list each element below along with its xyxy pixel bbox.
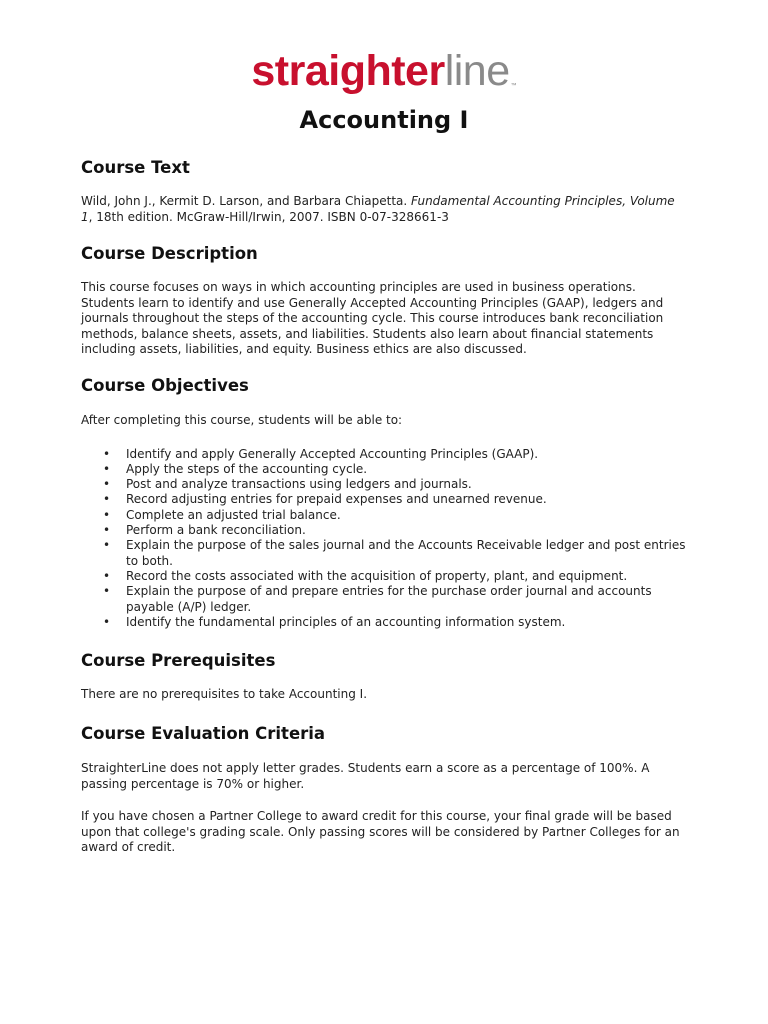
objectives-list	[81, 447, 691, 631]
list-item: • Record the costs associated with the acquisition of property, plant, and equipment.	[103, 568, 628, 583]
list-item: • Identify the fundamental principles of an accounting information system.	[103, 614, 566, 629]
straighterline-logo	[0, 47, 768, 95]
bullet-icon: •	[103, 584, 111, 599]
bullet-icon: •	[103, 538, 111, 553]
list-item: • Record adjusting entries for prepaid expenses and unearned revenue.	[103, 492, 547, 507]
bullet-icon: •	[103, 568, 111, 583]
citation-details: , 18th edition. McGraw-Hill/Irwin, 2007. ISBN 0-07-328661-3	[88, 209, 449, 224]
course-description-heading: Course Description	[81, 244, 258, 263]
bullet-icon: •	[103, 461, 111, 476]
course-prerequisites-section	[81, 651, 691, 703]
course-prerequisites-text: There are no prerequisites to take Accounting I.	[81, 687, 368, 701]
list-item: • Explain the purpose of and prepare entries for the purchase order journal and accounts payable (A/P) ledger.	[103, 584, 652, 614]
bullet-icon: •	[103, 492, 111, 507]
bullet-icon: •	[103, 477, 111, 492]
list-item: • Complete an adjusted trial balance.	[103, 507, 341, 522]
course-description-text: This course focuses on ways in which accounting principles are used in business operations. Students learn to identify and use Generally Accepted Accounting Principles (GAAP), ledgers and journals throughout the steps of the accounting cycle. This course introduces bank reconciliation methods, balance sheets, assets, and liabilities. Students also learn about financial statements including assets, liabilities, and equity. Business ethics are also discussed.	[81, 280, 664, 357]
bullet-icon: •	[103, 523, 111, 538]
course-evaluation-paragraph-1: StraighterLine does not apply letter grades. Students earn a score as a percentage of 100%. A passing percentage is 70% or higher.	[81, 761, 650, 791]
list-item: • Perform a bank reconciliation.	[103, 523, 306, 538]
logo-trademark: ™	[510, 83, 517, 89]
list-item: • Identify and apply Generally Accepted Accounting Principles (GAAP).	[103, 446, 539, 461]
course-description-section	[81, 244, 691, 358]
citation-authors: Wild, John J., Kermit D. Larson, and Barbara Chiapetta.	[81, 194, 412, 208]
logo-line-text: line	[444, 47, 510, 95]
page-title: Accounting I	[299, 106, 469, 134]
bullet-icon: •	[103, 507, 111, 522]
course-objectives-intro: After completing this course, students will be able to:	[81, 413, 403, 427]
list-item: • Explain the purpose of the sales journal and the Accounts Receivable ledger and post entries to both.	[103, 538, 686, 568]
bullet-icon: •	[103, 614, 111, 629]
course-objectives-heading: Course Objectives	[81, 376, 249, 395]
list-item: • Post and analyze transactions using ledgers and journals.	[103, 477, 472, 492]
course-evaluation-heading: Course Evaluation Criteria	[81, 724, 326, 743]
logo-straighter-text: straighter	[251, 47, 445, 95]
course-objectives-section	[81, 376, 691, 630]
course-text-heading: Course Text	[81, 158, 190, 177]
course-evaluation-paragraph-2: If you have chosen a Partner College to award credit for this course, your final grade will be based upon that college's grading scale. Only passing scores will be considered by Partner Colleges for an award of credit.	[81, 809, 680, 855]
course-prerequisites-heading: Course Prerequisites	[81, 651, 276, 670]
list-item: • Apply the steps of the accounting cycle.	[103, 461, 368, 476]
course-text-citation	[81, 194, 681, 225]
course-text-section	[81, 158, 691, 225]
course-evaluation-section	[81, 724, 691, 856]
bullet-icon: •	[103, 446, 111, 461]
citation-book-title: Fundamental Accounting Principles, Volume 1	[81, 194, 675, 224]
